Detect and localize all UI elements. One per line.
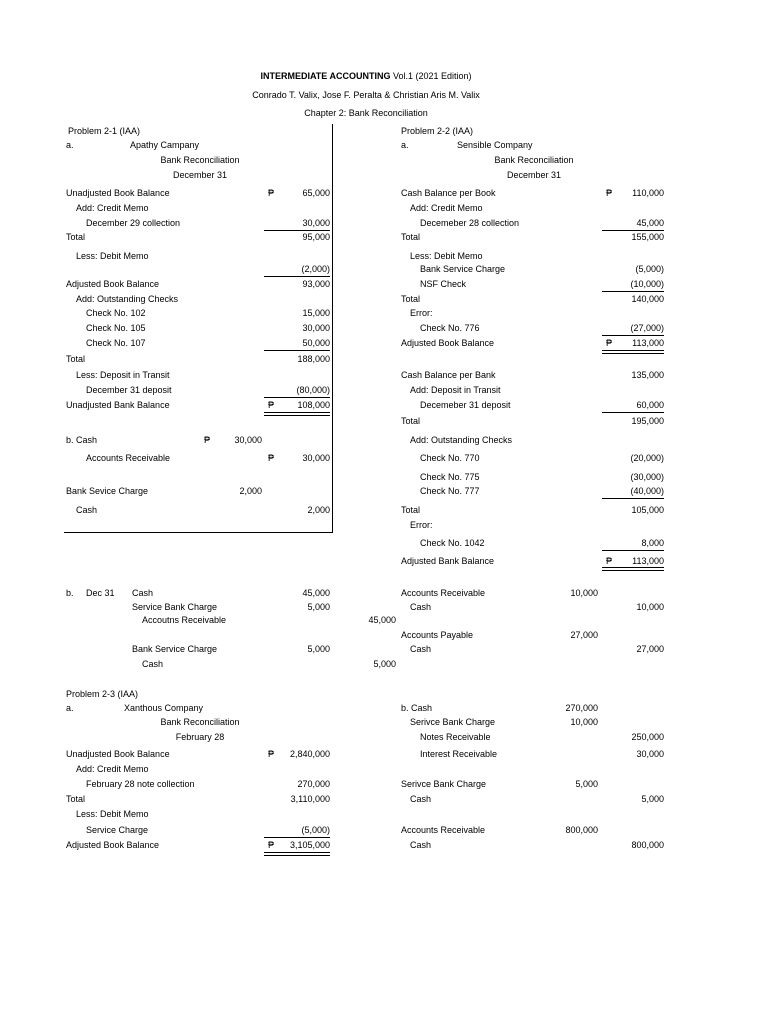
p23-company: Xanthous Company bbox=[124, 703, 204, 713]
j21-cash2-label: Cash bbox=[142, 659, 164, 669]
p21-add-os: Add: Outstanding Checks bbox=[76, 294, 179, 304]
p22-total2-label: Total bbox=[401, 294, 421, 304]
p22-add-os: Add: Outstanding Checks bbox=[410, 435, 513, 445]
p22-c777-value: (40,000) bbox=[630, 486, 664, 496]
p21-vertical-rule bbox=[332, 124, 333, 533]
p21-bottom-rule bbox=[64, 532, 332, 533]
p22-c776-label: Check No. 776 bbox=[420, 323, 480, 333]
p22-total4-value: 105,000 bbox=[631, 505, 664, 515]
p23b-ir-cr: 30,000 bbox=[636, 749, 664, 759]
p21b-cash-label: b. Cash bbox=[66, 435, 98, 445]
double-underline bbox=[264, 852, 330, 856]
p22-error-label: Error: bbox=[410, 308, 433, 318]
p22-less-debit: Less: Debit Memo bbox=[410, 251, 483, 261]
p21-adj-label: Adjusted Book Balance bbox=[66, 279, 160, 289]
p21-less-dit: Less: Deposit in Transit bbox=[76, 370, 170, 380]
p21-company: Apathy Campany bbox=[130, 140, 200, 150]
p22-adj-book-label: Adjusted Book Balance bbox=[401, 338, 495, 348]
p22-c770-label: Check No. 770 bbox=[420, 453, 480, 463]
peso-sign: ₱ bbox=[268, 400, 275, 410]
underline bbox=[602, 291, 664, 292]
peso-sign: ₱ bbox=[268, 188, 275, 198]
p23b-sbc2-dr: 5,000 bbox=[575, 779, 598, 789]
p21b-cash2-label: Cash bbox=[76, 505, 98, 515]
j21-b-label: b. bbox=[66, 588, 74, 598]
p23b-cash-dr: 270,000 bbox=[565, 703, 598, 713]
p21b-cash-value: 30,000 bbox=[234, 435, 262, 445]
underline bbox=[602, 412, 664, 413]
authors-line: Conrado T. Valix, Jose F. Peralta & Christian Aris M. Valix bbox=[252, 90, 480, 100]
p21b-cash2-value: 2,000 bbox=[307, 505, 330, 515]
p22-add-dit: Add: Deposit in Transit bbox=[410, 385, 501, 395]
edition-text: Vol.1 (2021 Edition) bbox=[392, 71, 472, 81]
p21b-bsc-value: 2,000 bbox=[239, 486, 262, 496]
p22-add-credit: Add: Credit Memo bbox=[410, 203, 483, 213]
p23b-cash3-cr: 800,000 bbox=[631, 840, 664, 850]
p21-c107-label: Check No. 107 bbox=[86, 338, 146, 348]
p21-c102-label: Check No. 102 bbox=[86, 308, 146, 318]
p23b-nr-label: Notes Receivable bbox=[420, 732, 491, 742]
j22-cash2-cr: 27,000 bbox=[636, 644, 664, 654]
underline bbox=[264, 397, 330, 398]
p22-total2-value: 140,000 bbox=[631, 294, 664, 304]
p22-bsc-value: (5,000) bbox=[635, 264, 664, 274]
p21-dec29-label: December 29 collection bbox=[86, 218, 181, 228]
p21-dec29-value: 30,000 bbox=[302, 218, 330, 228]
p23-feb28-value: 270,000 bbox=[297, 779, 330, 789]
p22-report-title: Bank Reconciliation bbox=[494, 155, 574, 165]
p22-cbpb-label: Cash Balance per Book bbox=[401, 188, 496, 198]
p23-less-debit: Less: Debit Memo bbox=[76, 809, 149, 819]
p21-unadj-label: Unadjusted Book Balance bbox=[66, 188, 170, 198]
j21-sbc-dr: 5,000 bbox=[307, 602, 330, 612]
peso-sign: ₱ bbox=[606, 338, 613, 348]
p23-report-date: February 28 bbox=[175, 732, 225, 742]
p22-title: Problem 2-2 (IAA) bbox=[401, 126, 474, 136]
p22-c1042-value: 8,000 bbox=[641, 538, 664, 548]
p23b-ar-label: Accounts Receivable bbox=[401, 825, 486, 835]
p21-total2-value: 188,000 bbox=[297, 354, 330, 364]
j21-ar-cr: 45,000 bbox=[368, 615, 396, 625]
p23-add-credit: Add: Credit Memo bbox=[76, 764, 149, 774]
j22-cash2-label: Cash bbox=[410, 644, 432, 654]
p21b-ar-value: 30,000 bbox=[302, 453, 330, 463]
peso-sign: ₱ bbox=[606, 188, 613, 198]
peso-sign: ₱ bbox=[606, 556, 613, 566]
j22-cash1-cr: 10,000 bbox=[636, 602, 664, 612]
j21-cash-dr: 45,000 bbox=[302, 588, 330, 598]
peso-sign: ₱ bbox=[268, 749, 275, 759]
p23-sc-label: Service Charge bbox=[86, 825, 149, 835]
p22-dec31-label: Decemeber 31 deposit bbox=[420, 400, 511, 410]
j22-ap-label: Accounts Payable bbox=[401, 630, 474, 640]
p22-company: Sensible Company bbox=[457, 140, 533, 150]
p22-nsf-value: (10,000) bbox=[630, 279, 664, 289]
p23b-ir-label: Interest Receivable bbox=[420, 749, 498, 759]
p21-c102-value: 15,000 bbox=[302, 308, 330, 318]
p22-dec31-value: 60,000 bbox=[636, 400, 664, 410]
p22-c775-label: Check No. 775 bbox=[420, 472, 480, 482]
p23b-sbc-label: Serivce Bank Charge bbox=[410, 717, 496, 727]
p23-part-a: a. bbox=[66, 703, 74, 713]
underline bbox=[264, 230, 330, 231]
document-title bbox=[0, 71, 732, 82]
p22-c1042-label: Check No. 1042 bbox=[420, 538, 485, 548]
p22-bsc-label: Bank Service Charge bbox=[420, 264, 506, 274]
p23-title: Problem 2-3 (IAA) bbox=[66, 689, 139, 699]
p23-adj-value: 3,105,000 bbox=[289, 840, 330, 850]
p23-sc-value: (5,000) bbox=[301, 825, 330, 835]
p23-feb28-label: February 28 note collection bbox=[86, 779, 195, 789]
p21-less-debit: Less: Debit Memo bbox=[76, 251, 149, 261]
double-underline bbox=[264, 412, 330, 416]
underline bbox=[602, 335, 664, 336]
double-underline bbox=[602, 567, 664, 571]
p22-nsf-label: NSF Check bbox=[420, 279, 467, 289]
p21-dec31-label: December 31 deposit bbox=[86, 385, 172, 395]
p23b-cash2-cr: 5,000 bbox=[641, 794, 664, 804]
p21-total1-value: 95,000 bbox=[302, 232, 330, 242]
p23-unadj-label: Unadjusted Book Balance bbox=[66, 749, 170, 759]
p21-dec31-value: (80,000) bbox=[296, 385, 330, 395]
p22-adj-book-value: 113,000 bbox=[632, 338, 664, 348]
p22-total3-label: Total bbox=[401, 416, 421, 426]
p23-report-title: Bank Reconciliation bbox=[160, 717, 240, 727]
chapter-line: Chapter 2: Bank Reconciliation bbox=[304, 108, 428, 118]
j21-bsc-dr: 5,000 bbox=[307, 644, 330, 654]
p22-c776-value: (27,000) bbox=[630, 323, 664, 333]
underline bbox=[602, 498, 664, 499]
p21b-ar-label: Accounts Receivable bbox=[86, 453, 171, 463]
p21b-bsc-label: Bank Sevice Charge bbox=[66, 486, 149, 496]
p23b-cash3-label: Cash bbox=[410, 840, 432, 850]
peso-sign: ₱ bbox=[204, 435, 211, 445]
j21-bsc-label: Bank Service Charge bbox=[132, 644, 218, 654]
p21-unadj-bank-value: 108,000 bbox=[297, 400, 330, 410]
underline bbox=[602, 230, 664, 231]
j22-cash1-label: Cash bbox=[410, 602, 432, 612]
p23b-sbc-dr: 10,000 bbox=[570, 717, 598, 727]
double-underline bbox=[602, 350, 664, 354]
underline bbox=[602, 550, 664, 551]
p22-c775-value: (30,000) bbox=[630, 472, 664, 482]
p22-cbpb-value: 110,000 bbox=[632, 188, 664, 198]
p23-adj-label: Adjusted Book Balance bbox=[66, 840, 160, 850]
p22-adj-bank-label: Adjusted Bank Balance bbox=[401, 556, 495, 566]
p22-total1-label: Total bbox=[401, 232, 421, 242]
p21-total1-label: Total bbox=[66, 232, 86, 242]
p22-total3-value: 195,000 bbox=[631, 416, 664, 426]
p21-part-a: a. bbox=[66, 140, 74, 150]
p22-dec28-label: Decemeber 28 collection bbox=[420, 218, 520, 228]
p21-unadj-bank-label: Unadjusted Bank Balance bbox=[66, 400, 170, 410]
j21-cash-label: Cash bbox=[132, 588, 154, 598]
peso-sign: ₱ bbox=[268, 840, 275, 850]
p23-total-label: Total bbox=[66, 794, 86, 804]
p21-c105-value: 30,000 bbox=[302, 323, 330, 333]
p22-cbpbank-value: 135,000 bbox=[631, 370, 664, 380]
j22-ap-dr: 27,000 bbox=[570, 630, 598, 640]
p23-total-value: 3,110,000 bbox=[290, 794, 330, 804]
j22-ar-dr: 10,000 bbox=[570, 588, 598, 598]
p22-total1-value: 155,000 bbox=[631, 232, 664, 242]
p23-unadj-value: 2,840,000 bbox=[289, 749, 330, 759]
j22-ar-label: Accounts Receivable bbox=[401, 588, 486, 598]
p23b-ar-dr: 800,000 bbox=[565, 825, 598, 835]
p22-part-a: a. bbox=[401, 140, 409, 150]
p22-total4-label: Total bbox=[401, 505, 421, 515]
p21-total2-label: Total bbox=[66, 354, 86, 364]
p21-adj-value: 93,000 bbox=[302, 279, 330, 289]
p23b-nr-cr: 250,000 bbox=[631, 732, 664, 742]
title-text: INTERMEDIATE ACCOUNTING bbox=[260, 71, 391, 81]
p22-dec28-value: 45,000 bbox=[636, 218, 664, 228]
j21-date: Dec 31 bbox=[86, 588, 115, 598]
underline bbox=[264, 837, 330, 838]
peso-sign: ₱ bbox=[268, 453, 275, 463]
p22-c770-value: (20,000) bbox=[630, 453, 664, 463]
p22-report-date: December 31 bbox=[506, 170, 562, 180]
p22-error2-label: Error: bbox=[410, 520, 433, 530]
p21-c107-value: 50,000 bbox=[302, 338, 330, 348]
p21-report-date: December 31 bbox=[172, 170, 228, 180]
j21-ar-label: Accoutns Receivable bbox=[142, 615, 227, 625]
p22-adj-bank-value: 113,000 bbox=[632, 556, 664, 566]
p21-report-title: Bank Reconciliation bbox=[160, 155, 240, 165]
p23b-cash-label: b. Cash bbox=[401, 703, 433, 713]
p21-unadj-value: 65,000 bbox=[302, 188, 330, 198]
p21-debit-value: (2,000) bbox=[301, 264, 330, 274]
p22-c777-label: Check No. 777 bbox=[420, 486, 480, 496]
underline bbox=[264, 276, 330, 277]
p21-title: Problem 2-1 (IAA) bbox=[68, 126, 141, 136]
j21-cash2-cr: 5,000 bbox=[373, 659, 396, 669]
underline bbox=[264, 350, 330, 351]
p23b-cash2-label: Cash bbox=[410, 794, 432, 804]
p22-cbpbank-label: Cash Balance per Bank bbox=[401, 370, 496, 380]
j21-sbc-label: Service Bank Charge bbox=[132, 602, 218, 612]
p23b-sbc2-label: Serivce Bank Charge bbox=[401, 779, 487, 789]
p21-c105-label: Check No. 105 bbox=[86, 323, 146, 333]
p21-add-credit: Add: Credit Memo bbox=[76, 203, 149, 213]
